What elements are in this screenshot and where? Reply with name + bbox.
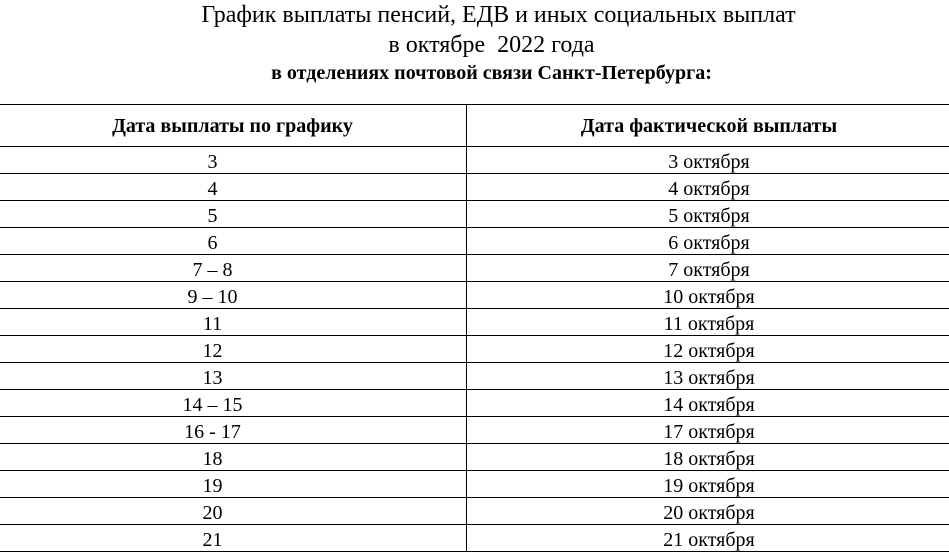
scheduled-date-cell: 16 - 17 [0,417,467,444]
scheduled-date-cell: 7 – 8 [0,255,467,282]
actual-date-cell: 19 октября [467,471,949,498]
actual-date-cell: 3 октября [467,147,949,174]
actual-date-cell: 5 октября [467,201,949,228]
actual-date-cell: 6 октября [467,228,949,255]
table-row [0,309,949,336]
actual-date-cell: 11 октября [467,309,949,336]
scheduled-date-cell: 4 [0,174,467,201]
table-row [0,201,949,228]
document-title-line-1: График выплаты пенсий, ЕДВ и иных социальных выплат [201,2,796,28]
table-row [0,525,949,552]
table-row [0,174,949,201]
actual-date-cell: 7 октября [467,255,949,282]
table-header [0,105,949,147]
document-subtitle: в отделениях почтовой связи Санкт-Петербурга: [271,62,712,84]
scheduled-date-cell: 21 [0,525,467,552]
scheduled-date-cell: 19 [0,471,467,498]
scheduled-date-cell: 5 [0,201,467,228]
table-row [0,390,949,417]
scheduled-date-cell: 3 [0,147,467,174]
actual-date-cell: 17 октября [467,417,949,444]
table-row [0,444,949,471]
scheduled-date-cell: 14 – 15 [0,390,467,417]
scheduled-date-cell: 13 [0,363,467,390]
header-scheduled-date: Дата выплаты по графику [0,105,467,147]
actual-date-cell: 12 октября [467,336,949,363]
actual-date-cell: 14 октября [467,390,949,417]
table-row [0,417,949,444]
actual-date-cell: 10 октября [467,282,949,309]
scheduled-date-cell: 20 [0,498,467,525]
payment-schedule-table [0,104,949,552]
scheduled-date-cell: 18 [0,444,467,471]
scheduled-date-cell: 9 – 10 [0,282,467,309]
table-row [0,498,949,525]
header-actual-date: Дата фактической выплаты [467,105,949,147]
actual-date-cell: 13 октября [467,363,949,390]
table-body [0,147,949,552]
table-header-row [0,105,949,147]
document-title-line-2: в октябре 2022 года [388,32,595,58]
table-row [0,336,949,363]
actual-date-cell: 21 октября [467,525,949,552]
table-row [0,255,949,282]
scheduled-date-cell: 11 [0,309,467,336]
scheduled-date-cell: 12 [0,336,467,363]
table-row [0,147,949,174]
table-row [0,363,949,390]
table-row [0,228,949,255]
actual-date-cell: 20 октября [467,498,949,525]
actual-date-cell: 18 октября [467,444,949,471]
scheduled-date-cell: 6 [0,228,467,255]
actual-date-cell: 4 октября [467,174,949,201]
table-row [0,282,949,309]
table-row [0,471,949,498]
